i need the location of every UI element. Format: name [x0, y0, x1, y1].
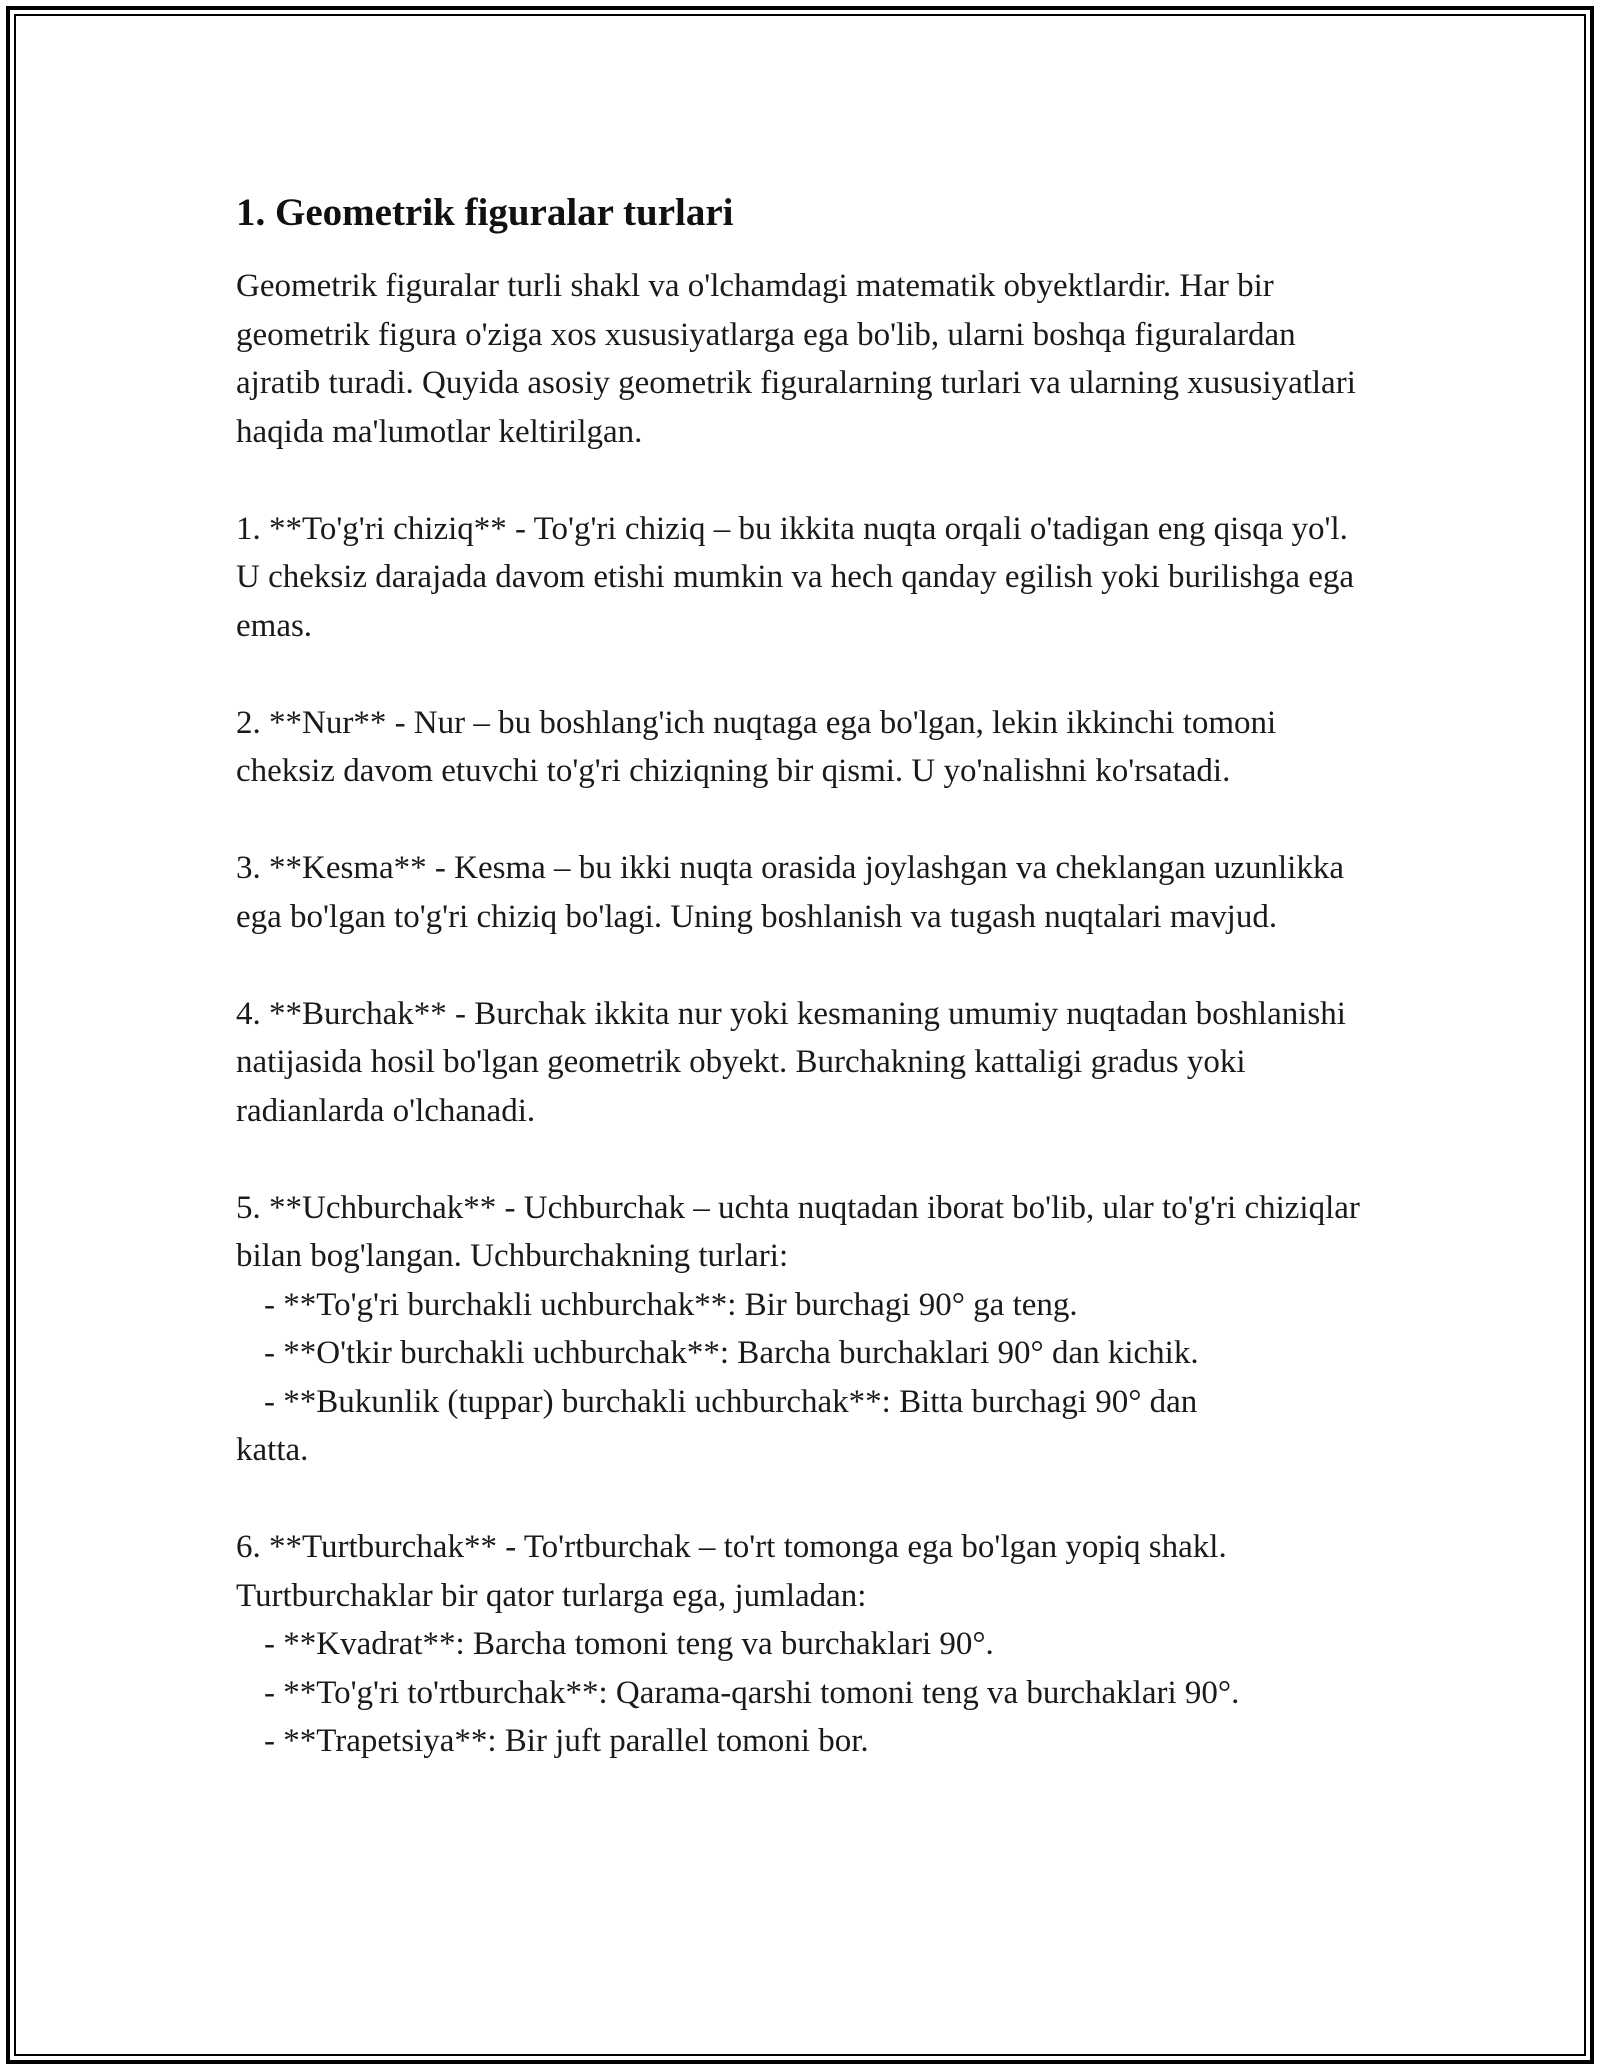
list-item-6: 6. **Turtburchak** - To'rtburchak – to'rt tomonga ega bo'lgan yopiq shakl. Turtburchaklar bir qator turlarga ega, jumladan: — [236, 1529, 1235, 1614]
paragraph-gap — [236, 796, 1376, 845]
sub-item-trapezoid: - **Trapetsiya**: Bir juft parallel tomoni bor. — [264, 1723, 869, 1759]
paragraph-gap — [236, 1475, 1376, 1524]
section-heading: 1. Geometrik figuralar turlari — [236, 191, 734, 234]
sub-item-rectangle: - **To'g'ri to'rtburchak**: Qarama-qarshi tomoni teng va burchaklari 90°. — [264, 1674, 1240, 1711]
sub-item-obtuse-triangle: - **Bukunlik (tuppar) burchakli uchburchak**: Bitta burchagi 90° dan — [264, 1383, 1198, 1420]
sub-item-square: - **Kvadrat**: Barcha tomoni teng va burchaklari 90°. — [264, 1626, 994, 1662]
paragraph-gap — [236, 456, 1376, 505]
list-item-1: 1. **To'g'ri chiziq** - To'g'ri chiziq – bu ikkita nuqta orqali o'tadigan eng qisqa yo'l. U cheksiz darajada davom etishi mumkin va hech qanday egilish yoki burilishga ega emas. — [236, 510, 1363, 644]
paragraph-gap — [236, 941, 1376, 990]
list-item-5: 5. **Uchburchak** - Uchburchak – uchta nuqtadan iborat bo'lib, ular to'g'ri chiziqlar bilan bog'langan. Uchburchakning turlari: — [236, 1189, 1369, 1274]
document-body — [236, 186, 1376, 1766]
list-item-4: 4. **Burchak** - Burchak ikkita nur yoki kesmaning umumiy nuqtadan boshlanishi natijasida hosil bo'lgan geometrik obyekt. Burchakning kattaligi gradus yoki radianlarda o'lchanadi. — [236, 995, 1355, 1129]
intro-paragraph: Geometrik figuralar turli shakl va o'lchamdagi matematik obyektlardir. Har bir geometrik figura o'ziga xos xususiyatlarga ega bo'lib, ularni boshqa figuralardan ajratib turadi. Quyida asosiy geometrik figuralarning turlari va ularning xususiyatlari haqida ma'lumotlar keltirilgan. — [236, 268, 1365, 450]
list-item-3: 3. **Kesma** - Kesma – bu ikki nuqta orasida joylashgan va cheklangan uzunlikka ega bo'lgan to'g'ri chiziq bo'lagi. Uning boshlanish va tugash nuqtalari mavjud. — [236, 850, 1353, 935]
list-item-2: 2. **Nur** - Nur – bu boshlang'ich nuqtaga ega bo'lgan, lekin ikkinchi tomoni cheksiz davom etuvchi to'g'ri chiziqning bir qismi. U yo'nalishni ko'rsatadi. — [236, 704, 1285, 789]
sub-item-right-triangle: - **To'g'ri burchakli uchburchak**: Bir burchagi 90° ga teng. — [264, 1286, 1078, 1323]
sub-item-continuation: katta. — [236, 1432, 309, 1468]
paragraph-gap — [236, 650, 1376, 699]
paragraph-gap — [236, 1135, 1376, 1184]
sub-item-acute-triangle: - **O'tkir burchakli uchburchak**: Barcha burchaklari 90° dan kichik. — [264, 1335, 1199, 1371]
